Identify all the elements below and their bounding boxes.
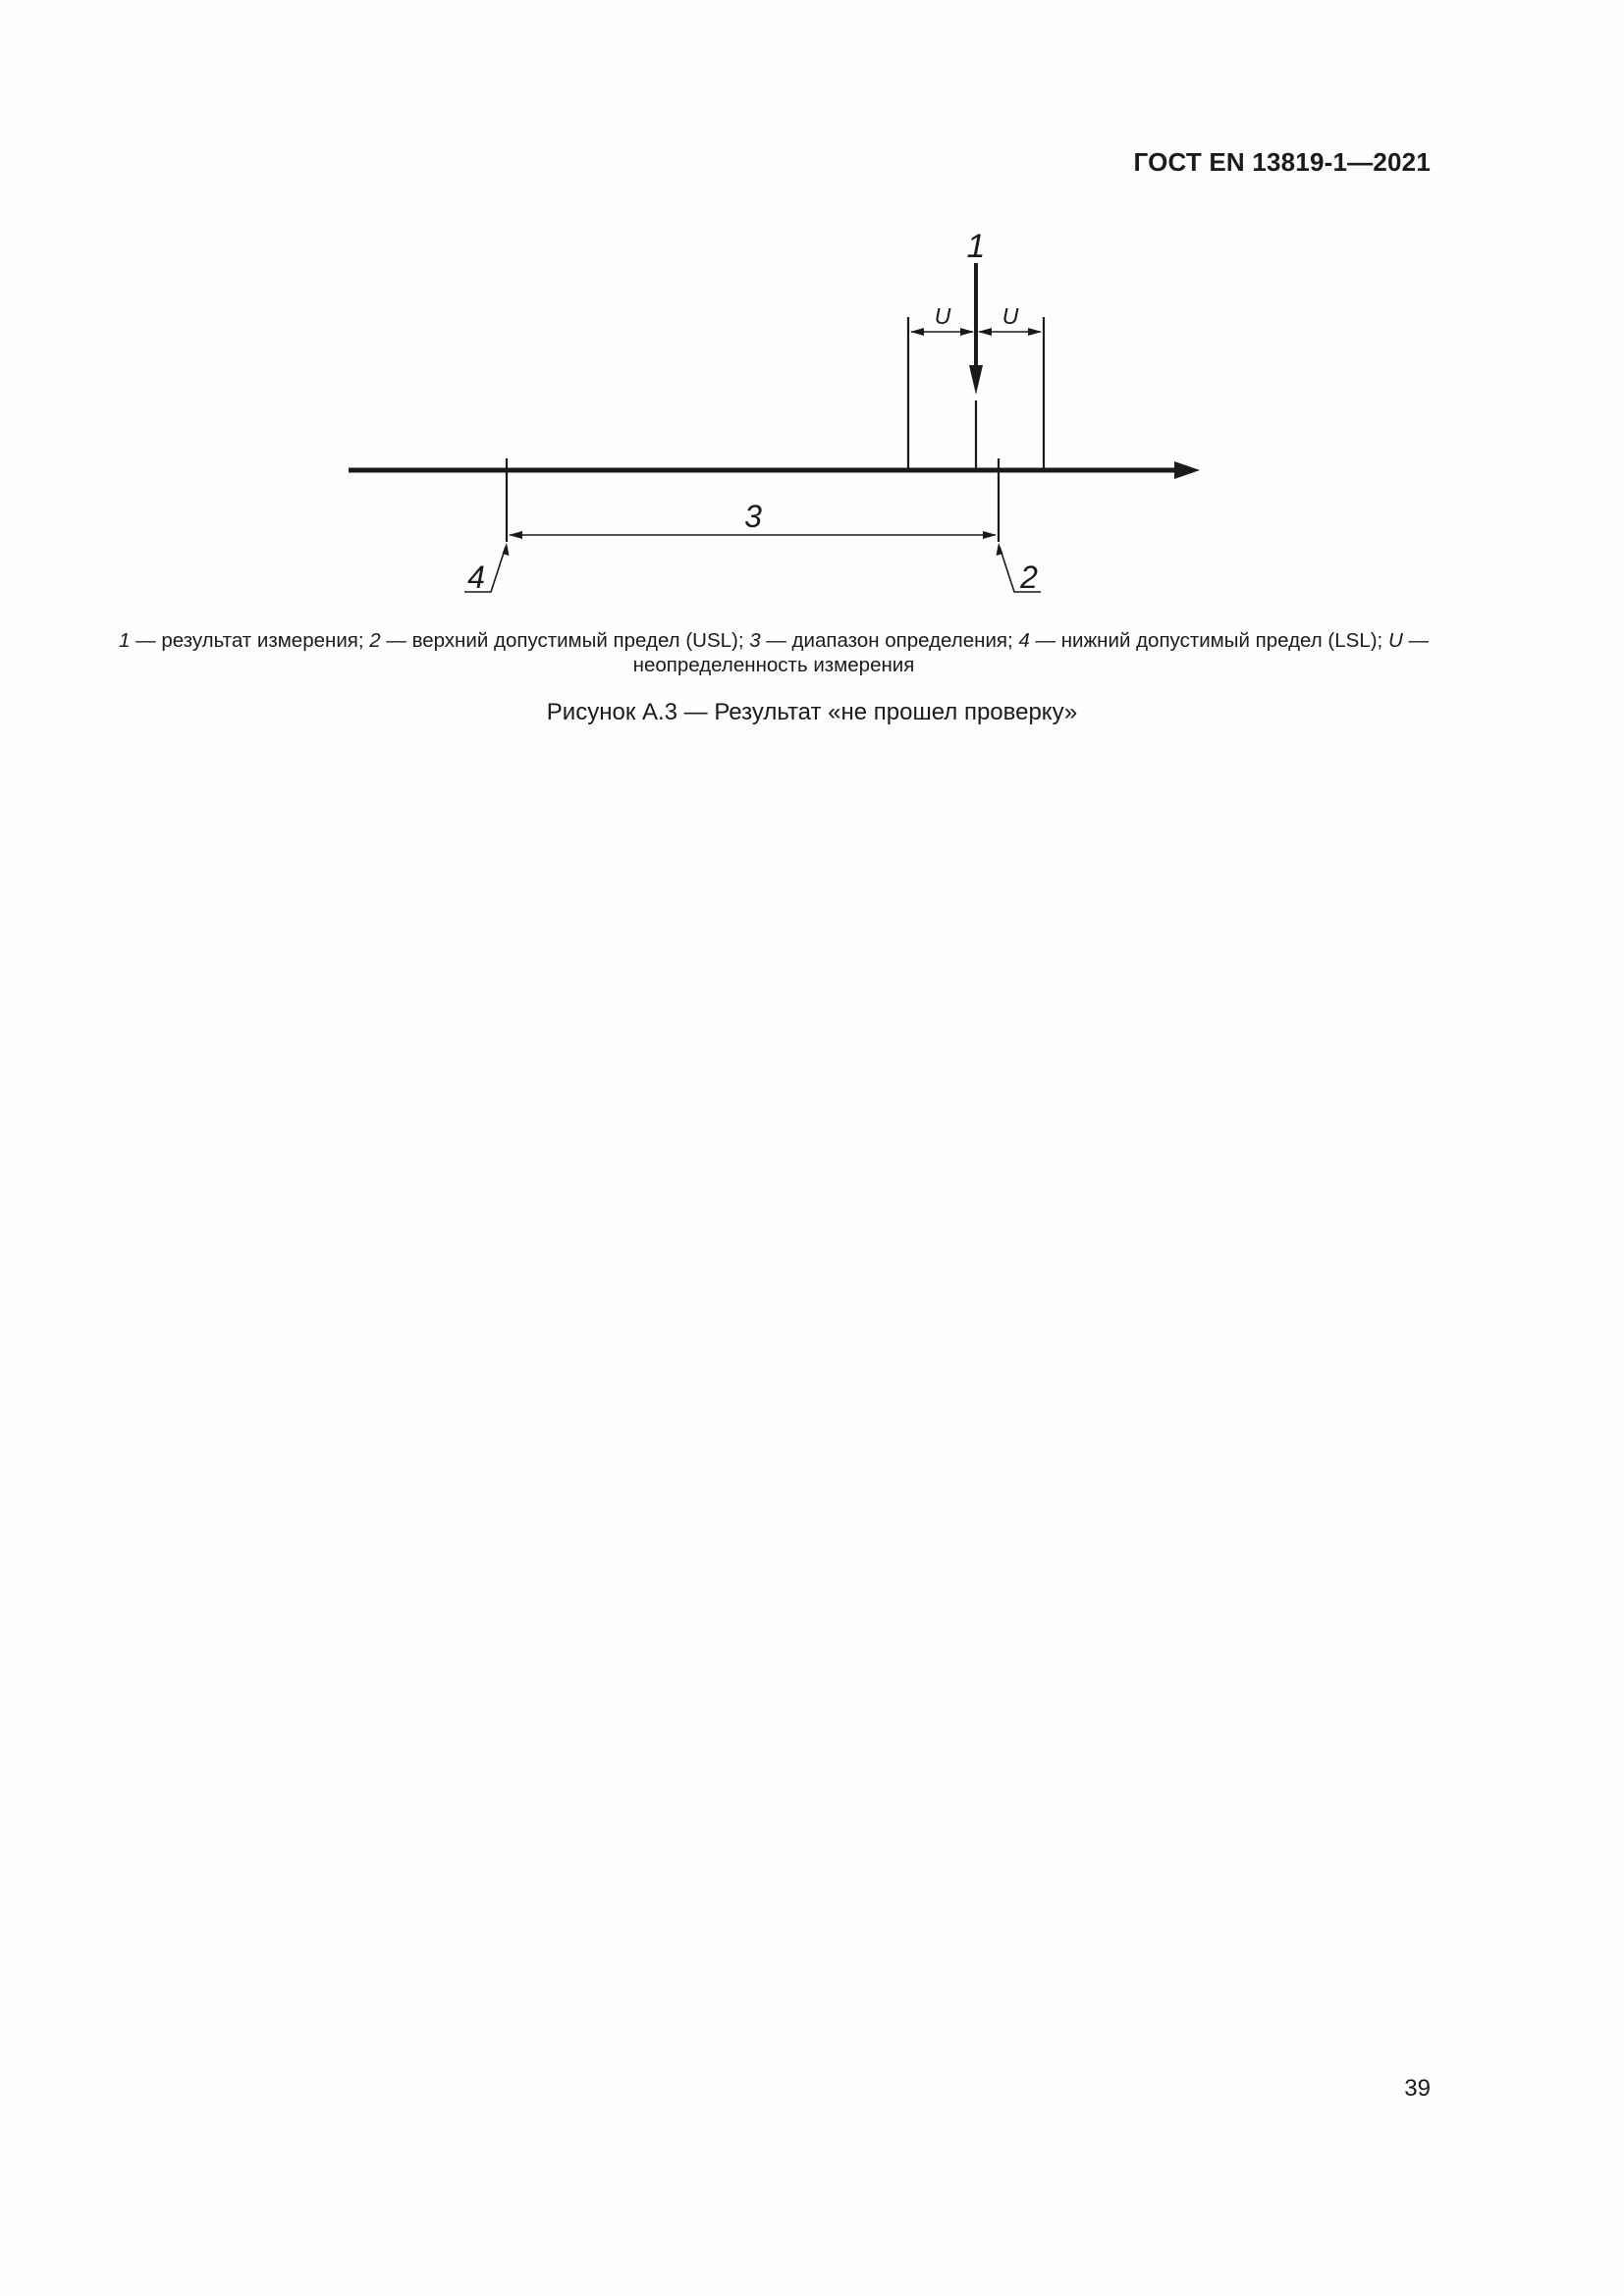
legend-text-1: — результат измерения; — [130, 629, 370, 652]
label-range: 3 — [744, 499, 762, 534]
legend-text-3: — диапазон определения; — [760, 629, 1019, 652]
legend-text-2: — верхний допустимый предел (USL); — [380, 629, 750, 652]
label-lower-limit: 4 — [467, 560, 485, 595]
figure-a3 — [0, 0, 1624, 628]
figure-legend — [116, 628, 1432, 677]
label-upper-limit: 2 — [1020, 560, 1038, 595]
legend-key-u: U — [1387, 629, 1403, 652]
label-uncertainty-right: U — [1001, 303, 1019, 329]
legend-text-4: — нижний допустимый предел (LSL); — [1029, 629, 1388, 652]
leader-upper-limit-arrowhead — [997, 543, 1003, 556]
figure-diagram — [0, 0, 1624, 628]
figure-caption: Рисунок А.3 — Результат «не прошел проверку» — [546, 699, 1078, 725]
result-arrow-head — [969, 365, 983, 395]
legend-key-4: 4 — [1018, 629, 1030, 652]
document-code: ГОСТ EN 13819-1—2021 — [1133, 147, 1431, 177]
legend-key-1: 1 — [119, 629, 131, 652]
legend-text-u: — неопределенность измерения — [632, 629, 1429, 676]
main-axis-arrowhead — [1174, 461, 1200, 479]
legend-key-2: 2 — [369, 629, 381, 652]
label-result: 1 — [966, 228, 986, 265]
leader-lower-limit-arrowhead — [503, 543, 510, 556]
legend-key-3: 3 — [749, 629, 761, 652]
page-number: 39 — [1404, 2075, 1431, 2102]
label-uncertainty-left: U — [934, 303, 951, 329]
